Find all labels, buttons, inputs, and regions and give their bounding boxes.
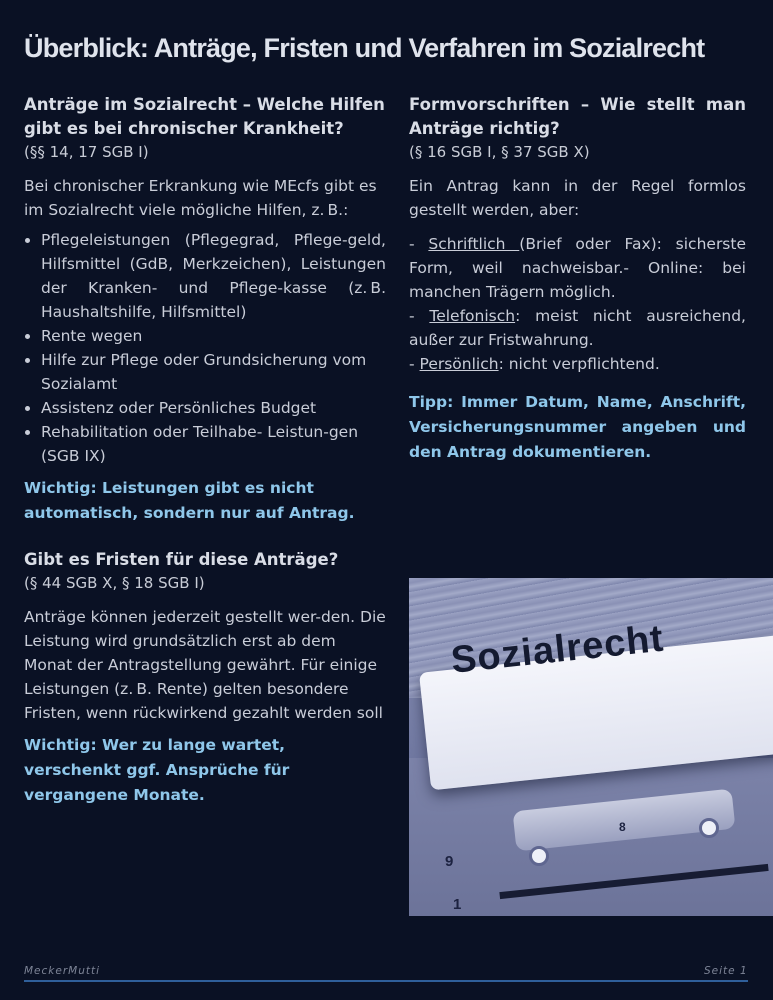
list-item: • Rehabilitation oder Teilhabe- Leistun-gen (SGB IX)	[41, 420, 386, 468]
index-number: 8	[619, 820, 626, 834]
rivet-icon	[699, 818, 719, 838]
folder-photo	[409, 578, 773, 916]
help-list	[24, 228, 386, 468]
section-intro: Bei chronischer Erkrankung wie MEcfs gibt es im Sozialrecht viele mögliche Hilfen, z. B.:	[24, 177, 377, 219]
list-item: • Rente wegen	[41, 324, 386, 348]
important-note: Wichtig: Wer zu lange wartet, verschenkt ggf. Ansprüche für vergangene Monate.	[24, 736, 290, 804]
page-title: Überblick: Anträge, Fristen und Verfahren im Sozialrecht	[24, 33, 705, 63]
form-option-telefonisch: - Telefonisch: meist nicht ausreichend, außer zur Fristwahrung.	[409, 307, 746, 349]
section-heading-antraege: Anträge im Sozialrecht – Welche Hilfen gibt es bei chronischer Krankheit?	[24, 95, 385, 138]
important-note: Wichtig: Leistungen gibt es nicht automatisch, sondern nur auf Antrag.	[24, 479, 355, 522]
rivet-icon	[529, 846, 549, 866]
section-intro: Ein Antrag kann in der Regel formlos gestellt werden, aber:	[409, 177, 746, 219]
footer-page-number: Seite 1	[704, 965, 748, 977]
term-persoenlich: Persönlich	[419, 355, 499, 373]
list-item: • Hilfe zur Pflege oder Grundsicherung vom Sozialamt	[41, 348, 386, 396]
form-option-persoenlich: - Persönlich: nicht verpflichtend.	[409, 355, 660, 373]
section-reference: (§ 16 SGB I, § 37 SGB X)	[409, 143, 590, 161]
term-schriftlich: Schriftlich	[428, 235, 520, 253]
section-body: Anträge können jederzeit gestellt wer-den. Die Leistung wird grundsätzlich erst ab dem Monat der Antragstellung gewährt. Für einige Leistungen (z. B. Rente) gelten besondere Fristen, wenn rückwirkend gezahlt werden soll	[24, 608, 386, 722]
right-column	[409, 93, 746, 465]
footer-author: MeckerMutti	[24, 965, 101, 977]
list-item: • Assistenz oder Persönliches Budget	[41, 396, 386, 420]
term-telefonisch: Telefonisch	[429, 307, 516, 325]
folder-tab-label: Sozialrecht	[449, 617, 666, 682]
index-number: 1	[453, 896, 462, 913]
tip-note: Tipp: Immer Datum, Name, Anschrift, Versicherungsnummer angeben und den Antrag dokumentieren.	[409, 393, 746, 461]
list-item: • Pflegeleistungen (Pflegegrad, Pflege-geld, Hilfsmittel (GdB, Merkzeichen), Leistungen der Kranken- und Pflege-kasse (z. B. Haushaltshilfe, Hilfsmittel)	[41, 228, 386, 324]
section-reference: (§§ 14, 17 SGB I)	[24, 143, 149, 161]
footer-divider	[24, 980, 748, 982]
section-reference: (§ 44 SGB X, § 18 SGB I)	[24, 574, 205, 592]
index-number: 9	[445, 853, 454, 870]
left-column	[24, 93, 386, 808]
section-heading-fristen: Gibt es Fristen für diese Anträge?	[24, 550, 339, 569]
form-option-schriftlich: - Schriftlich (Brief oder Fax): sicherste Form, weil nachweisbar.- Online: bei manchen Trägern möglich.	[409, 235, 747, 301]
section-heading-formvorschriften: Formvorschriften – Wie stellt man Anträge richtig?	[409, 95, 746, 138]
